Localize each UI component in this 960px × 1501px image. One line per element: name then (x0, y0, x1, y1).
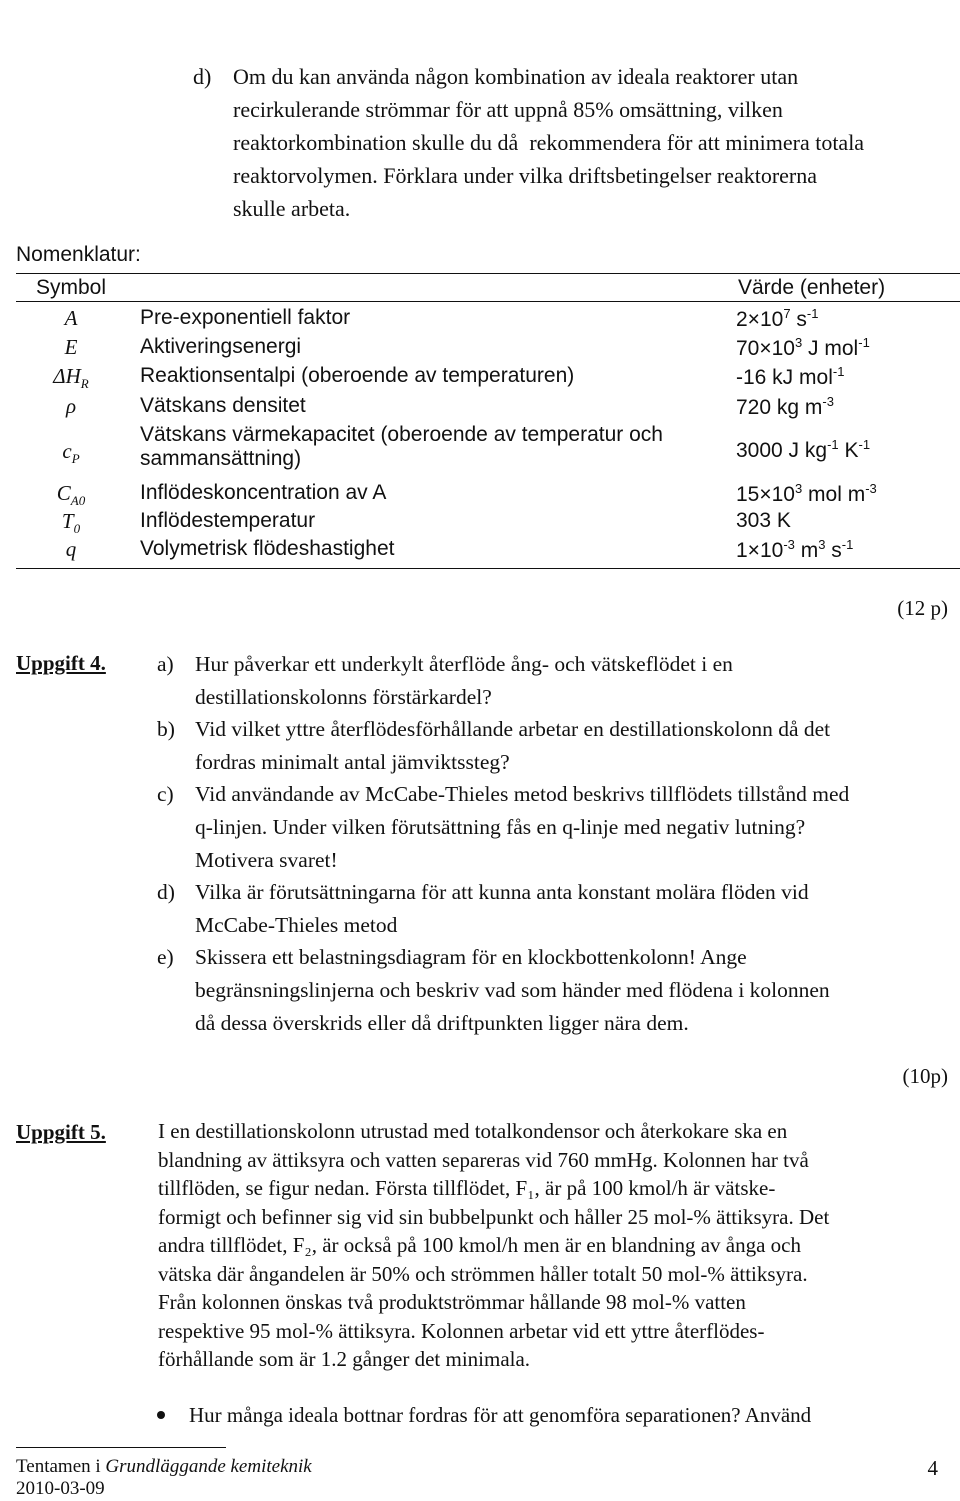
value-cell: 303 K (736, 509, 791, 532)
header-symbol: Symbol (35, 276, 107, 299)
symbol-cell: A (64, 306, 78, 330)
value-cell: $2\times 10^7$ $s^{-1}$ (736, 306, 819, 331)
list-item (157, 778, 957, 876)
bullet-item (157, 1403, 811, 1428)
list-item (157, 941, 957, 1039)
item-line: då dessa överskrids eller då driftpunkten ligger nära dem. (195, 1010, 689, 1035)
nomenclature-title: Nomenklatur: (16, 243, 141, 266)
footer-title (16, 1456, 312, 1478)
value-cell: $15\times 10^3$ mol $m^{-3}$ (736, 481, 877, 506)
bullet-text: Hur många ideala bottnar fordras för att genomföra separationen? Använd (189, 1403, 812, 1427)
item-line: begränsningslinjerna och beskriv vad som händer med flödena i kolonnen (195, 977, 830, 1002)
list-item (157, 713, 957, 778)
description-line: sammansättning) (140, 447, 302, 470)
symbol-cell: q (65, 537, 77, 561)
text-line: Från kolonnen önskas två produktströmmar hållande 98 mol-% vatten (158, 1290, 746, 1314)
list-item (157, 648, 957, 713)
uppgift5-label: Uppgift 5. (16, 1120, 106, 1144)
points-label: (10p) (902, 1064, 948, 1088)
symbol-cell: ρ (65, 394, 77, 418)
value-cell: 3000 J $kg^{-1}$ $K^{-1}$ (736, 437, 871, 462)
item-line: Vid vilket yttre återflödesförhållande arbetar en destillationskolonn då det (195, 717, 831, 742)
description-cell: Reaktionsentalpi (oberoende av temperaturen) (140, 364, 575, 387)
points-label: (12 p) (897, 596, 948, 620)
symbol-cell: $T_0$ (61, 509, 81, 537)
text-line: formigt och befinner sig vid sin bubbelpunkt och håller 25 mol-% ättiksyra. Det (158, 1204, 830, 1229)
description-cell: Volymetrisk flödeshastighet (140, 537, 395, 560)
item-label: d) (157, 880, 175, 905)
header-value: Värde (enheter) (738, 276, 886, 299)
symbol-cell: $c_P$ (62, 439, 80, 467)
text-line: respektive 95 mol-% ättiksyra. Kolonnen arbetar vid ett yttre återflödes- (158, 1318, 765, 1343)
item-line: Vid användande av McCabe-Thieles metod beskrivs tillflödets tillstånd med (195, 782, 850, 807)
text-line: blandning av ättiksyra och vatten separeras vid 760 mmHg. Kolonnen har två (158, 1147, 809, 1172)
value-cell: 720 kg $m^{-3}$ (736, 394, 834, 419)
text-line: tillflöden, se figur nedan. Första tillflödet, F₁, är på 100 kmol/h är vätske- (158, 1176, 776, 1200)
page-number: 4 (927, 1456, 938, 1480)
uppgift5-text (158, 1117, 938, 1374)
table-header-rule (16, 301, 960, 302)
description-cell (140, 423, 730, 471)
value-cell: $70\times 10^3$ J mol$^{-1}$ (736, 335, 870, 360)
value-cell: -16 kJ mol$^{-1}$ (736, 364, 845, 389)
text-line: I en destillationskolonn utrustad med totalkondensor och återkokare ska en (158, 1119, 788, 1143)
text-line: förhållande som är 1.2 gånger det minimala. (158, 1347, 531, 1371)
uppgift4-list (157, 648, 957, 1039)
description-cell: Vätskans densitet (140, 394, 306, 417)
item-label: a) (157, 652, 174, 676)
description-cell: Inflödestemperatur (140, 509, 316, 532)
question-d (193, 60, 953, 225)
item-label: c) (157, 782, 174, 807)
value-cell: $1\times 10^{-3}$ $m^3$ $s^{-1}$ (736, 537, 854, 562)
question-d-line: skulle arbeta. (233, 196, 351, 221)
item-label: b) (157, 717, 175, 742)
footer-prefix: Tentamen i (16, 1456, 106, 1477)
list-item (157, 876, 957, 941)
symbol-cell: $C_{A0}$ (56, 481, 86, 509)
item-line: destillationskolonns förstärkardel? (195, 684, 492, 709)
text-line: andra tillflödet, F₂, är också på 100 kmol/h men är en blandning av ånga och (158, 1233, 801, 1257)
text-line: vätska där ångandelen är 50% och strömmen håller totalt 50 mol-% ättiksyra. (158, 1261, 808, 1286)
item-line: Motivera svaret! (195, 847, 338, 872)
description-line: Vätskans värmekapacitet (oberoende av temperatur och (140, 423, 663, 446)
symbol-cell: $\Delta H_R$ (53, 364, 89, 392)
item-line: Vilka är förutsättningarna för att kunna anta konstant molära flöden vid (195, 880, 809, 905)
question-d-line: recirkulerande strömmar för att uppnå 85% omsättning, vilken (233, 97, 783, 122)
item-line: q-linjen. Under vilken förutsättning fås en q-linje med negativ lutning? (195, 814, 806, 839)
question-d-line: Om du kan använda någon kombination av ideala reaktorer utan (233, 64, 799, 89)
symbol-cell: E (64, 335, 78, 359)
table-bottom-rule (16, 568, 960, 569)
description-cell: Aktiveringsenergi (140, 335, 302, 358)
description-cell: Inflödeskoncentration av A (140, 481, 387, 504)
question-d-line: reaktorkombination skulle du då rekommendera för att minimera totala (233, 130, 865, 155)
item-line: Hur påverkar ett underkylt återflöde ång- och vätskeflödet i en (195, 652, 733, 676)
footer-course: Grundläggande kemiteknik (105, 1456, 312, 1477)
item-line: McCabe-Thieles metod (195, 912, 398, 937)
item-line: fordras minimalt antal jämviktssteg? (195, 749, 510, 774)
question-d-line: reaktorvolymen. Förklara under vilka driftsbetingelser reaktorerna (233, 163, 817, 188)
table-top-rule (16, 273, 960, 274)
footer-date: 2010-03-09 (16, 1478, 105, 1499)
item-line: Skissera ett belastningsdiagram för en klockbottenkolonn! Ange (195, 945, 747, 970)
item-label: e) (157, 945, 174, 970)
footer-rule (16, 1447, 226, 1448)
description-cell: Pre-exponentiell faktor (140, 306, 351, 329)
uppgift4-label: Uppgift 4. (16, 651, 106, 675)
question-d-label: d) (193, 64, 212, 89)
bullet-icon (157, 1411, 165, 1419)
